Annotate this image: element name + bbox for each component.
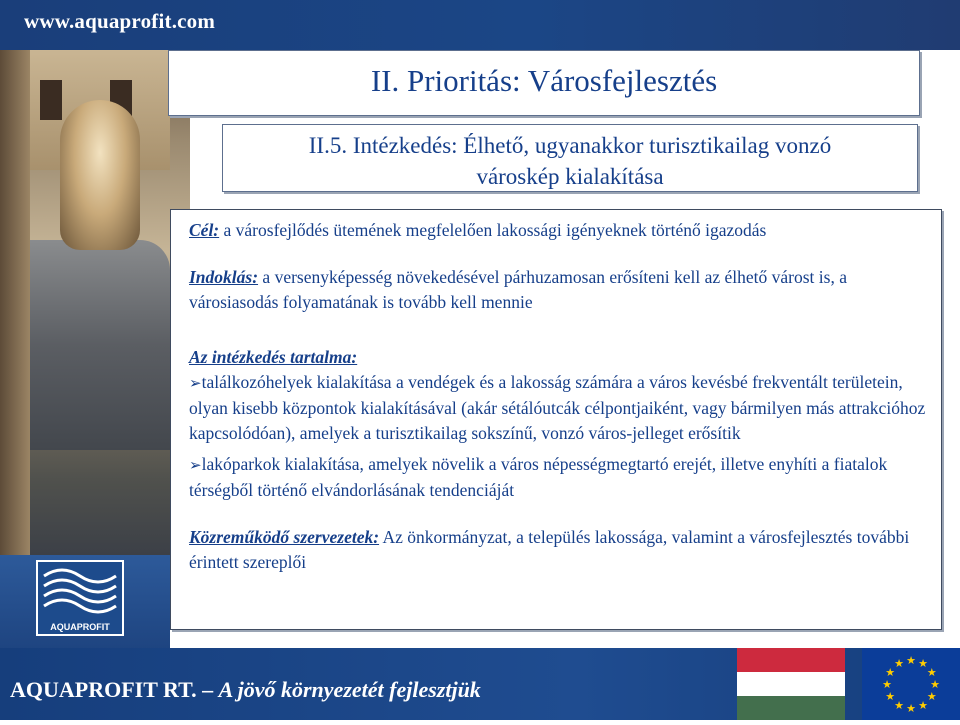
partners-text: Az önkormányzat, a település lakossága, valamint a városfejlesztés további érintett szereplői	[189, 527, 910, 572]
title-box	[168, 50, 920, 116]
eu-star-icon: ★	[882, 679, 892, 691]
eu-flag	[862, 648, 960, 720]
eu-star-icon: ★	[906, 655, 916, 667]
content-body	[189, 218, 929, 575]
bullet-item-1	[189, 370, 929, 446]
reason-paragraph	[189, 265, 929, 315]
company-tagline: A jövő környezetét fejlesztjük	[218, 677, 481, 702]
bullet-text-2: lakóparkok kialakítása, amelyek növelik a város népességmegtartó erejét, illetve enyhíti a fiatalok térségből történő elvándorlásának tendenciáját	[189, 454, 888, 500]
reason-label: Indoklás:	[189, 267, 259, 287]
eu-star-icon: ★	[906, 703, 916, 715]
background-photo	[0, 50, 190, 555]
aquaprofit-logo	[36, 560, 124, 636]
eu-star-icon: ★	[885, 691, 896, 703]
subtitle-box	[222, 124, 918, 192]
site-url[interactable]: www.aquaprofit.com	[24, 9, 216, 33]
goal-text: a városfejlődés ütemének megfelelően lakossági igényeknek történő igazodás	[219, 220, 767, 240]
slide-subtitle	[223, 130, 917, 192]
subtitle-line-1: II.5. Intézkedés: Élhető, ugyanakkor turisztikailag vonzó	[308, 133, 832, 158]
content-heading	[189, 345, 929, 370]
hungarian-flag	[737, 648, 845, 720]
reason-text: a versenyképesség növekedésével párhuzamosan erősíteni kell az élhető várost is, a városiasodás folyamatának is tovább kell mennie	[189, 267, 847, 312]
eu-star-icon: ★	[918, 699, 928, 712]
logo-text: AQUAPROFIT	[50, 622, 110, 632]
bullet-text-1: találkozóhelyek kialakítása a vendégek és a lakosság számára a város kevésbé frekventált területein, olyan kisebb központok kialakításával (akár sétálóutcák célpontjaiként, vagy bármilyen más attrakcióhoz kapcsolódóan), amelyek a turisztikailag sokszínű, vonzó város-jelleget erősítik	[189, 372, 926, 443]
bullet-item-2	[189, 452, 929, 503]
eu-star-icon: ★	[918, 658, 928, 671]
eu-star-icon: ★	[930, 679, 940, 691]
eu-star-icon: ★	[926, 667, 937, 679]
goal-label: Cél:	[189, 220, 220, 240]
footer-dash: –	[196, 677, 219, 702]
company-name: AQUAPROFIT RT.	[10, 677, 197, 702]
eu-star-icon: ★	[894, 699, 904, 712]
eu-star-icon: ★	[885, 667, 896, 679]
urn-image	[60, 100, 140, 250]
top-banner	[0, 0, 960, 50]
subtitle-line-2: városkép kialakítása	[476, 164, 664, 189]
content-box	[170, 209, 942, 630]
arrow-bullet-icon: ➢	[189, 456, 202, 474]
partners-label: Közreműködő szervezetek:	[189, 527, 380, 547]
partners-paragraph	[189, 525, 929, 575]
logo-waves-icon	[38, 562, 122, 618]
eu-star-icon: ★	[894, 658, 904, 671]
footer-slogan	[10, 677, 481, 703]
content-label: Az intézkedés tartalma:	[189, 347, 358, 367]
eu-star-icon: ★	[926, 691, 937, 703]
eu-stars-icon	[862, 648, 960, 720]
arrow-bullet-icon: ➢	[189, 374, 202, 392]
pillar-image	[0, 50, 30, 555]
slide-title: II. Prioritás: Városfejlesztés	[370, 63, 718, 98]
goal-paragraph	[189, 218, 929, 243]
